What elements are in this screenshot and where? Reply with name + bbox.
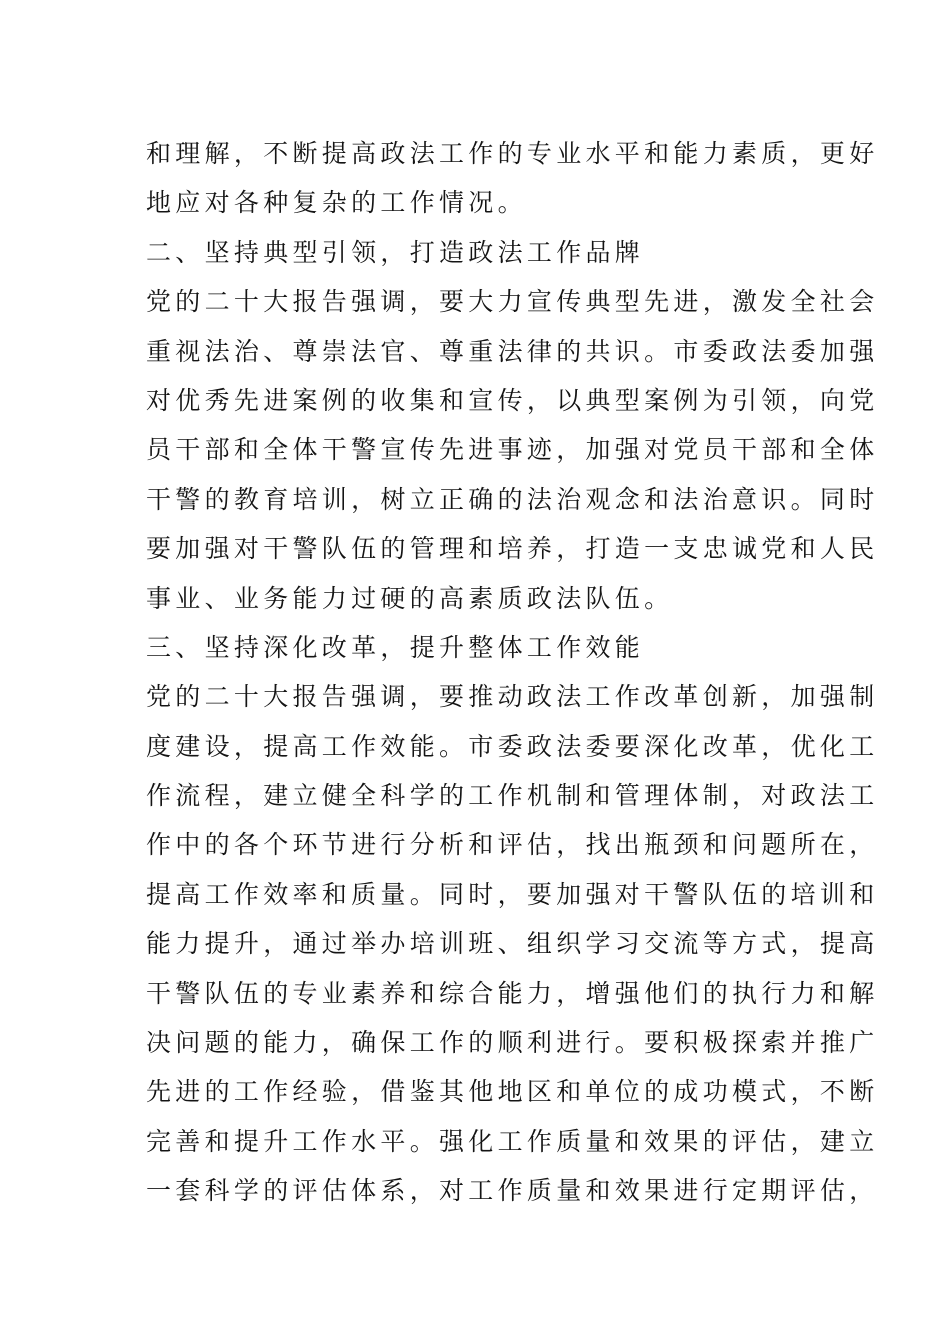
section-heading: 三、坚持深化改革，提升整体工作效能 [146,632,645,662]
text-line: 事业、业务能力过硬的高素质政法队伍。 [146,583,674,613]
text-line: 干警的教育培训，树立正确的法治观念和法治意识。同时 [146,484,879,514]
text-line: 度建设，提高工作效能。市委政法委要深化改革，优化工 [146,731,879,761]
text-line: 完善和提升工作水平。强化工作质量和效果的评估，建立 [146,1126,879,1156]
text-line: 要加强对干警队伍的管理和培养，打造一支忠诚党和人民 [146,534,879,564]
text-line: 作流程，建立健全科学的工作机制和管理体制，对政法工 [146,781,879,811]
text-line: 党的二十大报告强调，要推动政法工作改革创新，加强制 [146,682,879,712]
document-body [146,129,879,1216]
text-line: 干警队伍的专业素养和综合能力，增强他们的执行力和解 [146,978,879,1008]
section-heading: 二、坚持典型引领，打造政法工作品牌 [146,237,645,267]
text-line: 对优秀先进案例的收集和宣传，以典型案例为引领，向党 [146,385,879,415]
text-line: 作中的各个环节进行分析和评估，找出瓶颈和问题所在， [146,830,879,860]
text-line: 先进的工作经验，借鉴其他地区和单位的成功模式，不断 [146,1077,879,1107]
text-line: 重视法治、尊崇法官、尊重法律的共识。市委政法委加强 [146,336,879,366]
text-line: 一套科学的评估体系，对工作质量和效果进行定期评估， [146,1176,879,1206]
text-line: 和理解，不断提高政法工作的专业水平和能力素质，更好 [146,139,879,168]
text-line: 党的二十大报告强调，要大力宣传典型先进，激发全社会 [146,287,879,317]
text-line: 决问题的能力，确保工作的顺利进行。要积极探索并推广 [146,1028,879,1058]
text-line: 能力提升，通过举办培训班、组织学习交流等方式，提高 [146,929,879,959]
text-line: 地应对各种复杂的工作情况。 [146,188,527,218]
text-line: 员干部和全体干警宣传先进事迹，加强对党员干部和全体 [146,435,879,465]
text-line: 提高工作效率和质量。同时，要加强对干警队伍的培训和 [146,879,879,909]
